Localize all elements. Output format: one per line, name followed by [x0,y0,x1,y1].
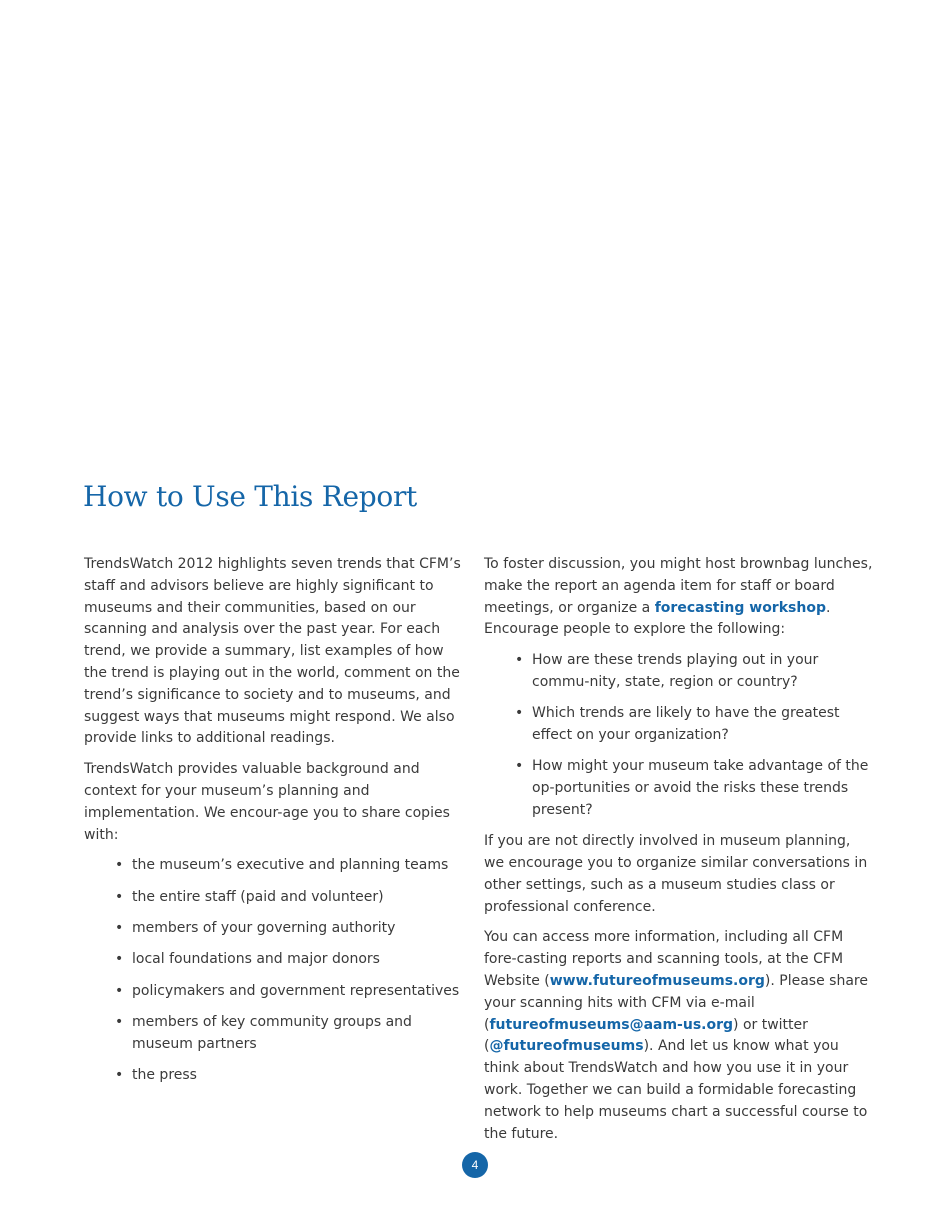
contact-paragraph [484,927,874,1145]
list-item: • the entire staff (paid and volunteer) [132,887,468,909]
right-column [484,554,874,1154]
page-title: How to Use This Report [83,480,417,513]
discussion-text-a: To foster discussion, you might host brownbag lunches, make the report an agenda item for staff or board meetings, or organize a [484,556,873,616]
share-list [84,855,468,1086]
list-item: • members of key community groups and museum partners [132,1012,468,1056]
email-link[interactable]: futureofmuseums@aam-us.org [489,1016,734,1033]
share-paragraph: TrendsWatch provides valuable background and context for your museum’s planning and implementation. We encour-age you to share copies with: [84,761,450,843]
contact-text-c: ) or twitter ( [484,1016,808,1055]
list-item: • local foundations and major donors [132,949,468,971]
involvement-paragraph: If you are not directly involved in museum planning, we encourage you to organize similar conversations in other settings, such as a museum studies class or professional conference. [484,833,868,915]
list-item: • members of your governing authority [132,918,468,940]
contact-text-a: You can access more information, including all CFM fore-casting reports and scanning tools, at the CFM Website ( [484,929,844,990]
list-item: • policymakers and government representatives [132,981,468,1003]
website-link[interactable]: www.futureofmuseums.org [549,973,765,990]
questions-list [484,650,874,822]
list-item: • How might your museum take advantage of the op-portunities or avoid the risks these trends present? [532,756,874,821]
forecasting-workshop-link[interactable]: forecasting workshop [654,599,826,616]
contact-text-d: ). And let us know what you think about TrendsWatch and how you use it in your work. Together we can build a formidable forecasting network to help museums chart a successful course to the future. [484,1038,868,1142]
twitter-link[interactable]: @futureofmuseums [489,1038,644,1055]
list-item: • the museum’s executive and planning teams [132,855,468,877]
list-item: • How are these trends playing out in your commu-nity, state, region or country? [532,650,874,694]
left-column [84,554,468,1096]
page-number-badge: 4 [462,1152,488,1178]
intro-paragraph: TrendsWatch 2012 highlights seven trends that CFM’s staff and advisors believe are highly significant to museums and their communities, based on our scanning and analysis over the past year. For each trend, we provide a summary, list examples of how the trend is playing out in the world, comment on the trend’s significance to society and to museums, and suggest ways that museums might respond. We also provide links to additional readings. [84,556,461,747]
contact-text-b: ). Please share your scanning hits with CFM via e-mail ( [484,973,868,1033]
discussion-text-b: . Encourage people to explore the following: [484,599,831,638]
list-item: • the press [132,1065,468,1087]
discussion-paragraph [484,554,874,641]
list-item: • Which trends are likely to have the greatest effect on your organization? [532,703,874,747]
